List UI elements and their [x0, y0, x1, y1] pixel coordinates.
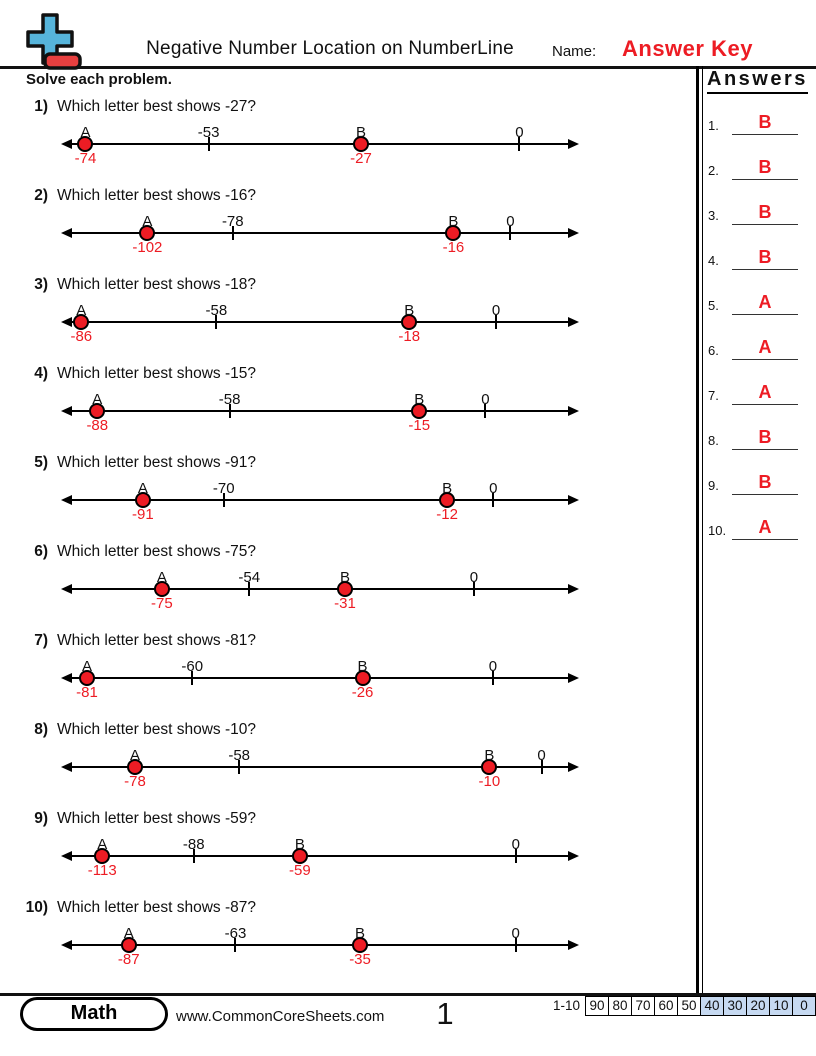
score-cell: 80: [608, 996, 632, 1016]
point-letter: A: [123, 925, 134, 942]
right-arrow-icon: [568, 762, 579, 772]
tick-label: 0: [537, 747, 546, 764]
point-value: -74: [74, 150, 97, 167]
point-letter: A: [82, 658, 93, 675]
right-arrow-icon: [568, 495, 579, 505]
point-letter: A: [76, 302, 87, 319]
score-cell: 40: [700, 996, 724, 1016]
right-arrow-icon: [568, 317, 579, 327]
score-cell: 70: [631, 996, 655, 1016]
problem-question: Which letter best shows -10?: [57, 721, 257, 738]
tick-label: 0: [481, 391, 490, 408]
problem-number: 2): [34, 187, 48, 204]
problem-item: [0, 542, 696, 631]
numberline: [62, 918, 578, 982]
score-range-label: 1-10: [552, 998, 580, 1013]
point-letter: B: [404, 302, 415, 319]
problem-question-row: [0, 631, 696, 651]
numberline: [62, 740, 578, 804]
problem-question: Which letter best shows -27?: [57, 98, 257, 115]
problem-item: [0, 364, 696, 453]
problem-question: Which letter best shows -81?: [57, 632, 257, 649]
problem-question-row: [0, 720, 696, 740]
problem-question: Which letter best shows -91?: [57, 454, 257, 471]
right-arrow-icon: [568, 940, 579, 950]
numberline: [62, 384, 578, 448]
answer-blank: B: [732, 427, 798, 450]
tick-label: -60: [181, 658, 204, 675]
answer-number: 6.: [708, 343, 719, 358]
problem-question: Which letter best shows -59?: [57, 810, 257, 827]
problem-item: [0, 720, 696, 809]
point-letter: B: [414, 391, 425, 408]
tick-label: -70: [212, 480, 235, 497]
numberline-axis: [67, 588, 573, 590]
problem-number: 1): [34, 98, 48, 115]
answer-blank: B: [732, 202, 798, 225]
score-cell: 60: [654, 996, 678, 1016]
point-value: -16: [442, 239, 465, 256]
problem-question-row: [0, 453, 696, 473]
problem-number: 6): [34, 543, 48, 560]
answers-panel: [696, 66, 816, 994]
problem-question-row: [0, 186, 696, 206]
answer-number: 3.: [708, 208, 719, 223]
answers-title: Answers: [707, 68, 808, 94]
problem-question-row: [0, 898, 696, 918]
answer-item: [696, 405, 814, 450]
name-label: Name:: [552, 43, 597, 60]
numberline: [62, 117, 578, 181]
point-value: -86: [70, 328, 93, 345]
right-arrow-icon: [568, 228, 579, 238]
tick-label: 0: [489, 480, 498, 497]
point-value: -88: [86, 417, 109, 434]
problem-number: 10): [25, 899, 48, 916]
numberline-axis: [67, 677, 573, 679]
answer-number: 4.: [708, 253, 719, 268]
point-letter: A: [129, 747, 140, 764]
answer-number: 2.: [708, 163, 719, 178]
answer-item: [696, 495, 814, 540]
answer-item: [696, 360, 814, 405]
left-arrow-icon: [61, 228, 72, 238]
point-letter: B: [294, 836, 305, 853]
score-cell: 10: [769, 996, 793, 1016]
point-letter: A: [80, 124, 91, 141]
answers-list: [696, 90, 814, 540]
left-arrow-icon: [61, 851, 72, 861]
website-url: www.CommonCoreSheets.com: [176, 1008, 385, 1025]
problem-number: 3): [34, 276, 48, 293]
point-letter: B: [339, 569, 350, 586]
problem-number: 8): [34, 721, 48, 738]
point-value: -12: [436, 506, 458, 523]
left-arrow-icon: [61, 406, 72, 416]
answer-blank: B: [732, 157, 798, 180]
answer-number: 9.: [708, 478, 719, 493]
tick-label: 0: [515, 124, 524, 141]
tick-label: -58: [205, 302, 228, 319]
point-letter: B: [356, 124, 367, 141]
tick-label: 0: [506, 213, 515, 230]
header-divider: [0, 66, 816, 69]
left-arrow-icon: [61, 940, 72, 950]
answer-item: [696, 90, 814, 135]
point-value: -27: [350, 150, 372, 167]
point-letter: B: [442, 480, 453, 497]
point-value: -26: [351, 684, 374, 701]
point-value: -87: [117, 951, 140, 968]
problem-item: [0, 275, 696, 364]
numberline: [62, 562, 578, 626]
point-value: -59: [289, 862, 311, 879]
answer-blank: A: [732, 517, 798, 540]
score-cell: 20: [746, 996, 770, 1016]
problem-item: [0, 453, 696, 542]
point-letter: A: [92, 391, 103, 408]
math-badge: [20, 997, 168, 1031]
point-letter: B: [357, 658, 368, 675]
worksheet-title: Negative Number Location on NumberLine: [146, 38, 514, 59]
tick-label: -63: [224, 925, 247, 942]
point-letter: B: [484, 747, 495, 764]
point-letter: A: [97, 836, 108, 853]
numberline: [62, 206, 578, 270]
answer-blank: A: [732, 382, 798, 405]
left-arrow-icon: [61, 584, 72, 594]
tick-label: -53: [197, 124, 220, 141]
math-badge-label: Math: [23, 1000, 165, 1028]
right-arrow-icon: [568, 406, 579, 416]
point-value: -78: [124, 773, 146, 790]
numberline-axis: [67, 944, 573, 946]
problem-question: Which letter best shows -16?: [57, 187, 257, 204]
tick-label: -54: [238, 569, 261, 586]
score-cell: 30: [723, 996, 747, 1016]
problem-item: [0, 898, 696, 987]
problem-item: [0, 809, 696, 898]
answer-item: [696, 180, 814, 225]
left-arrow-icon: [61, 317, 72, 327]
problem-number: 9): [34, 810, 48, 827]
right-arrow-icon: [568, 584, 579, 594]
point-letter: A: [137, 480, 148, 497]
score-table: [553, 996, 816, 1016]
answer-blank: B: [732, 112, 798, 135]
problems-list: [0, 97, 696, 987]
answer-key-value: Answer Key: [622, 36, 753, 61]
answer-number: 1.: [708, 118, 719, 133]
answer-blank: B: [732, 472, 798, 495]
answer-number: 8.: [708, 433, 719, 448]
score-cell: 0: [792, 996, 816, 1016]
answer-number: 5.: [708, 298, 719, 313]
answer-blank: A: [732, 292, 798, 315]
instructions: Solve each problem.: [26, 71, 172, 88]
problem-item: [0, 97, 696, 186]
point-letter: B: [355, 925, 366, 942]
problem-number: 7): [34, 632, 48, 649]
numberline-axis: [67, 410, 573, 412]
tick-label: -58: [228, 747, 251, 764]
point-value: -75: [151, 595, 173, 612]
answer-item: [696, 135, 814, 180]
problem-item: [0, 186, 696, 275]
numberline: [62, 651, 578, 715]
problem-question: Which letter best shows -15?: [57, 365, 257, 382]
left-arrow-icon: [61, 139, 72, 149]
problem-question-row: [0, 275, 696, 295]
point-value: -113: [87, 862, 117, 879]
problem-number: 5): [34, 454, 48, 471]
problem-question: Which letter best shows -18?: [57, 276, 257, 293]
numberline: [62, 295, 578, 359]
left-arrow-icon: [61, 673, 72, 683]
answer-item: [696, 315, 814, 360]
score-cell: 50: [677, 996, 701, 1016]
problem-number: 4): [34, 365, 48, 382]
point-letter: B: [448, 213, 459, 230]
tick-label: 0: [511, 925, 520, 942]
answer-item: [696, 450, 814, 495]
answer-number: 10.: [708, 523, 727, 538]
point-letter: A: [156, 569, 167, 586]
answer-blank: A: [732, 337, 798, 360]
answer-item: [696, 225, 814, 270]
numberline: [62, 473, 578, 537]
numberline-axis: [67, 321, 573, 323]
tick-label: -58: [218, 391, 241, 408]
tick-label: -78: [221, 213, 244, 230]
left-arrow-icon: [61, 495, 72, 505]
point-value: -91: [132, 506, 154, 523]
score-cells: [586, 996, 816, 1016]
point-value: -18: [398, 328, 421, 345]
right-arrow-icon: [568, 139, 579, 149]
numberline-axis: [67, 143, 573, 145]
problem-question-row: [0, 809, 696, 829]
point-value: -15: [408, 417, 431, 434]
point-value: -10: [478, 773, 501, 790]
plus-minus-logo-icon: [18, 12, 84, 70]
tick-label: 0: [491, 302, 501, 319]
tick-label: -88: [182, 836, 205, 853]
point-value: -81: [76, 684, 98, 701]
problem-question: Which letter best shows -75?: [57, 543, 257, 560]
right-arrow-icon: [568, 673, 579, 683]
tick-label: 0: [469, 569, 479, 586]
point-value: -31: [334, 595, 356, 612]
score-cell: 90: [585, 996, 609, 1016]
point-value: -35: [349, 951, 371, 968]
problem-question-row: [0, 542, 696, 562]
numberline: [62, 829, 578, 893]
point-value: -102: [132, 239, 163, 256]
numberline-axis: [67, 855, 573, 857]
problem-question: Which letter best shows -87?: [57, 899, 257, 916]
answer-number: 7.: [708, 388, 719, 403]
answer-item: [696, 270, 814, 315]
page-number: 1: [436, 996, 454, 1031]
left-arrow-icon: [61, 762, 72, 772]
point-letter: A: [142, 213, 153, 230]
answer-blank: B: [732, 247, 798, 270]
problem-question-row: [0, 97, 696, 117]
tick-label: 0: [511, 836, 520, 853]
problem-question-row: [0, 364, 696, 384]
tick-label: 0: [488, 658, 498, 675]
problem-item: [0, 631, 696, 720]
right-arrow-icon: [568, 851, 579, 861]
